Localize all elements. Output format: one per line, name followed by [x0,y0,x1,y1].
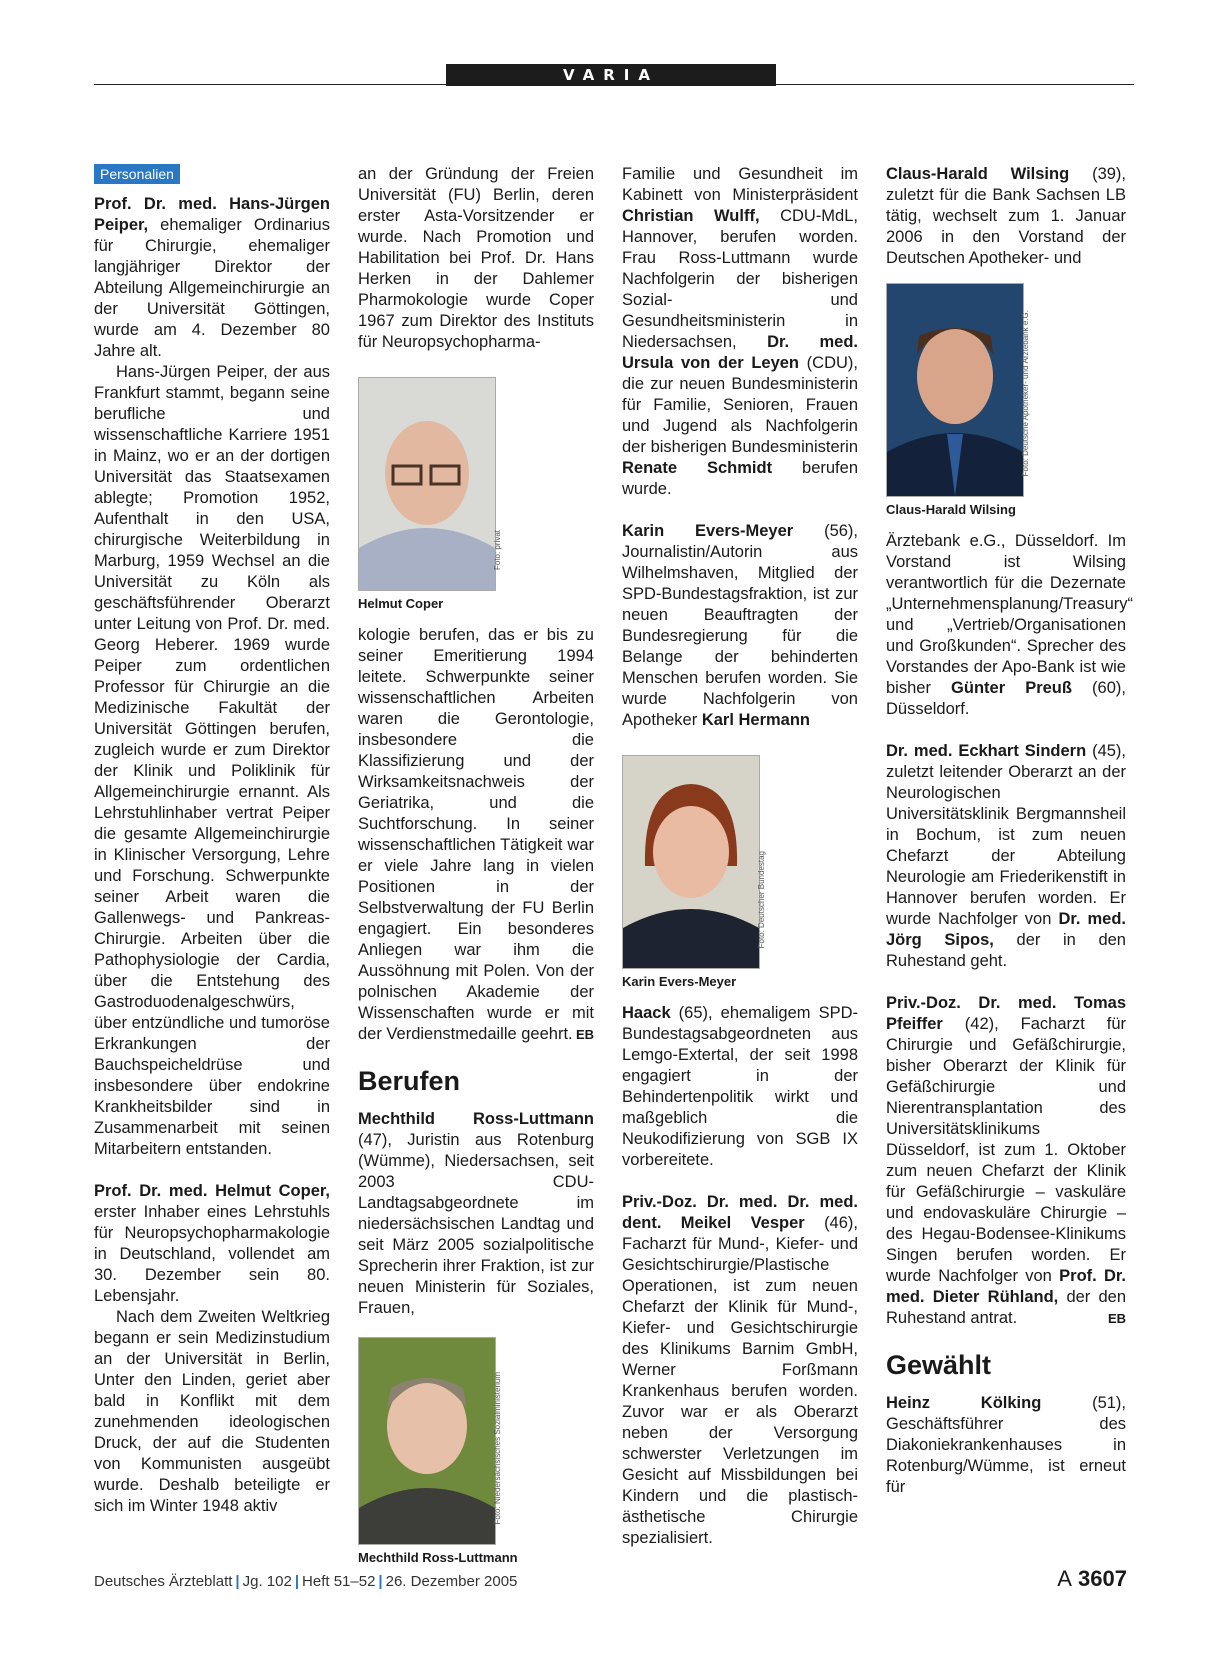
article-coper-end: kologie berufen, das er bis zu seiner Emeritierung 1994 leitete. Schwerpunkte seiner wissenschaftlichen Arbeiten waren die Gerontologie, insbesondere die Klassifizierung und der Wirksamkeitsnachweis der Geriatrika, und die Suchtforschung. In seiner wissenschaftlichen Tätigkeit war er viele Jahre lang in vielen Positionen in der Selbstverwaltung der FU Berlin engagiert. Ein besonderes Anliegen war ihm die Aussöhnung mit Polen. Von der polnischen Akademie der Wissenschaften wurde er mit der Verdienstmedaille geehrt. EB [358,626,594,1043]
journal-name: Deutsches Ärzteblatt [94,1573,233,1590]
author-signature: EB [1107,1311,1126,1326]
article-haack: Haack (65), ehemaligem SPD-Bundestagsabgeordneten aus Lemgo-Extertal, der seit 1998 engagiert in der Behindertenpolitik wirkt und maßgeblich die Neukodifizierung von SGB IX vorbereitete. [622,1004,858,1169]
column-4 [886,164,1134,1498]
caption-mechthild-ross-luttmann: Mechthild Ross-Luttmann [358,1550,518,1565]
photo-mechthild-ross-luttmann [358,1337,502,1545]
page-number: A 3607 [1057,1566,1127,1591]
article-koelking: Heinz Kölking (51), Geschäftsführer des Diakoniekrankenhauses in Rotenburg/Wümme, ist erneut für [886,1394,1127,1496]
author-signature: EB [575,1027,594,1042]
journal-volume: Jg. 102 [242,1573,292,1590]
caption-claus-harald-wilsing: Claus-Harald Wilsing [886,502,1016,517]
heading-gewaehlt: Gewählt [886,1350,992,1380]
category-tag: Personalien [94,164,180,184]
article-coper-body: Nach dem Zweiten Weltkrieg begann er sein Medizinstudium an der Universität in Berlin, Unter den Linden, geriet aber bald in Konflikt mit dem zunehmenden ideologischen Druck, der auf die Studenten von Kommunisten ausgeübt wurde. Deshalb beteiligte er sich im Winter 1948 aktiv [94,1308,330,1515]
article-ross-luttmann-continued: Familie und Gesundheit im Kabinett von Ministerpräsident Christian Wulff, CDU-MdL, Hannover, berufen worden. Frau Ross-Luttmann wurde Nachfolgerin der bisherigen Sozial- und Gesundheitsministerin in Niedersachsen, Dr. med. Ursula von der Leyen (CDU), die zur neuen Bundesministerin für Familie, Senioren, Frauen und Jugend als Nachfolgerin der bisherigen Bundesministerin Renate Schmidt berufen wurde. [622,165,858,498]
journal-date: 26. Dezember 2005 [385,1573,518,1590]
article-peiper: Prof. Dr. med. Hans-Jürgen Peiper, ehemaliger Ordinarius für Chirurgie, ehemaliger langjähriger Direktor der Abteilung Allgemeinchirurgie an der Universität Göttingen, wurde am 4. Dezember 80 Jahre alt. [94,195,330,360]
article-vesper: Priv.-Doz. Dr. med. Dr. med. dent. Meikel Vesper (46), Facharzt für Mund-, Kiefer- und Gesichtschirurgie/Plastische Operationen, ist zum neuen Chefarzt der Klinik für Mund-, Kiefer- und Gesichtschirurgie des Klinikums Barnim GmbH, Werner Forßmann Krankenhaus berufen worden. Zuvor war er als Oberarzt neben der Versorgung schwerster Verletzungen im Gesicht auf Missbildungen bei Kindern und die plastisch-ästhetische Chirurgie spezialisiert. [622,1193,858,1547]
article-wilsing-continued: Ärztebank e.G., Düsseldorf. Im Vorstand ist Wilsing verantwortlich für die Dezernate „Unternehmensplanung/Treasury“ und „Vertrieb/Organisationen und Großkunden“. Sprecher des Vorstandes der Apo-Bank ist wie bisher Günter Preuß (60), Düsseldorf. [886,532,1134,718]
article-pfeiffer: Priv.-Doz. Dr. med. Tomas Pfeiffer (42), Facharzt für Chirurgie und Gefäßchirurgie, bisher Oberarzt der Klinik für Gefäßchirurgie und Nierentransplantation des Universitätsklinikums Düsseldorf, ist zum 1. Oktober zum neuen Chefarzt der Klinik für Gefäßchirurgie – vaskuläre und endovaskuläre Chirurgie – des Hegau-Bodensee-Klinikums Singen berufen worden. Er wurde Nachfolger von Prof. Dr. med. Dieter Rühland, der den Ruhestand antrat. EB [886,994,1127,1327]
article-ross-luttmann: Mechthild Ross-Luttmann (47), Juristin aus Rotenburg (Wümme), Niedersachsen, seit 2003 CDU-Landtagsabgeordnete im niedersächsischen Landtag und seit März 2005 sozialpolitische Sprecherin ihrer Fraktion, ist zur neuen Ministerin für Soziales, Frauen, [358,1110,594,1317]
photo-credit: Foto: Deutscher Bundestag [757,850,766,948]
journal-issue: Heft 51–52 [302,1573,376,1590]
footer-separator: | [294,1573,300,1590]
article-coper: Prof. Dr. med. Helmut Coper, erster Inhaber eines Lehrstuhls für Neuropsychopharmakologie in Deutschland, vollendet am 30. Dezember sein 80. Lebensjahr. [94,1182,330,1305]
photo-claus-harald-wilsing [886,283,1030,497]
article-coper-continued: an der Gründung der Freien Universität (FU) Berlin, deren erster Asta-Vorsitzender er wurde. Nach Promotion und Habilitation bei Prof. Dr. Hans Herken in der Dahlemer Pharmokologie wurde Coper 1967 zum Direktor des Instituts für Neuropsychopharma- [358,165,594,351]
photo-helmut-coper [358,377,502,591]
photo-credit: Foto: Deutsche Apotheker- und Ärztebank e.G. [1021,309,1030,476]
footer [94,1573,517,1590]
article-peiper-body: Hans-Jürgen Peiper, der aus Frankfurt stammt, begann seine berufliche und wissenschaftliche Karriere 1951 in Mainz, wo er an der dortigen Universität das Staatsexamen ablegte; Promotion 1952, Aufenthalt in den USA, chirurgische Weiterbildung in Marburg, 1959 Wechsel an die Universität zu Köln als geschäftsführender Oberarzt unter Leitung von Prof. Dr. med. Georg Heberer. 1969 wurde Peiper zum ordentlichen Professor für Chirurgie an die Medizinische Fakultät der Universität Göttingen berufen, zugleich wurde er zum Direktor der Klinik und Poliklinik für Allgemeinchirurgie ernannt. Als Lehrstuhlinhaber vertrat Peiper die gesamte Allgemeinchirurgie in Klinischer Versorgung, Lehre und Forschung. Schwerpunkte seiner Arbeit waren die Gallenwegs- und Pankreas-Chirurgie. Arbeiten über die Pathophysiologie der Cardia, über die Entstehung des Gastroduodenalgeschwürs, über entzündliche und tumoröse Erkrankungen der Bauchspeicheldrüse und insbesondere über endokrine Krankheitsbilder sind in Zusammenarbeit mit seinen Mitarbeitern entstanden. [94,363,330,1158]
column-3 [622,164,858,1549]
caption-karin-evers-meyer: Karin Evers-Meyer [622,974,737,989]
photo-credit: Foto: privat [493,529,502,570]
photo-karin-evers-meyer [622,755,766,969]
column-2 [358,164,594,1579]
section-header: VARIA [446,64,776,86]
footer-separator: | [235,1573,240,1590]
article-wilsing: Claus-Harald Wilsing (39), zuletzt für die Bank Sachsen LB tätig, wechselt zum 1. Januar 2006 in den Vorstand der Deutschen Apotheker- und [886,165,1126,267]
caption-helmut-coper: Helmut Coper [358,596,444,611]
article-evers-meyer: Karin Evers-Meyer (56), Journalistin/Autorin aus Wilhelmshaven, Mitglied der SPD-Bundestagsfraktion, ist zur neuen Beauftragten der Bundesregierung für die Belange der behinderten Menschen berufen worden. Sie wurde Nachfolgerin von Apotheker Karl Hermann [622,522,858,729]
photo-credit: Foto: Niedersächsisches Sozialministerium [493,1371,502,1524]
column-1 [94,164,330,1517]
footer-separator: | [378,1573,383,1590]
article-sindern: Dr. med. Eckhart Sindern (45), zuletzt leitender Oberarzt an der Neurologischen Universitätsklinik Bergmannsheil in Bochum, ist zum neuen Chefarzt der Abteilung Neurologie am Friederikenstift in Hannover berufen worden. Er wurde Nachfolger von Dr. med. Jörg Sipos, der in den Ruhestand geht. [886,742,1126,970]
heading-berufen: Berufen [358,1066,461,1096]
